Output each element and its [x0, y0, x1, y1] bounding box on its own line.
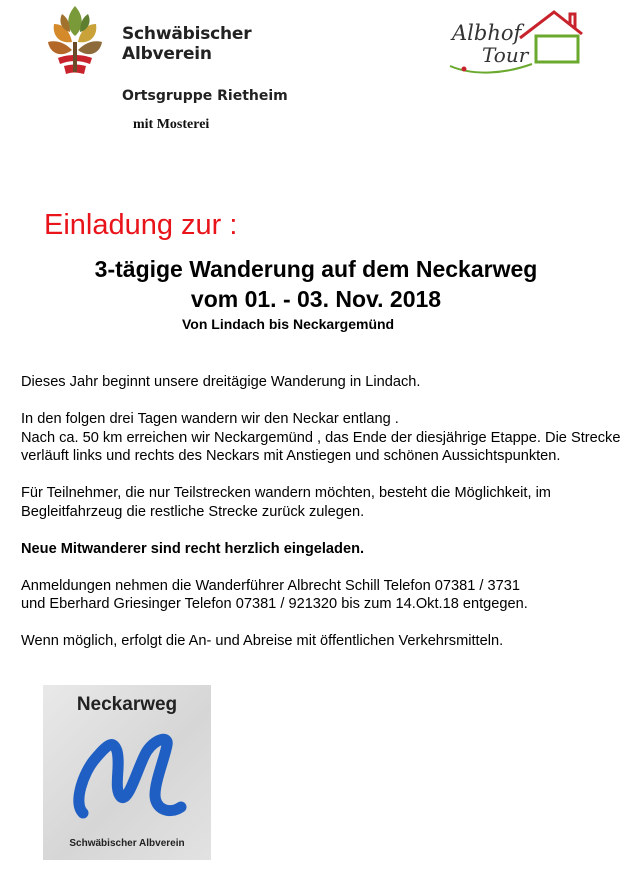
with-cider-label: mit Mosterei [133, 117, 210, 132]
badge-footer: Schwäbischer Albverein [69, 838, 185, 849]
club-name-line1: Schwäbischer [122, 24, 252, 44]
event-title [0, 254, 632, 314]
body-paragraph-travel: Wenn möglich, erfolgt die An- und Abreise mit öffentlichen Verkehrsmitteln. [21, 633, 504, 649]
invitation-body [21, 373, 625, 669]
registration-line-2: und Eberhard Griesinger Telefon 07381 / 921320 bis zum 14.Okt.18 entgegen. [21, 596, 528, 612]
body-paragraph-registration [21, 577, 625, 614]
neckarweg-badge [43, 685, 211, 860]
route-subtitle: Von Lindach bis Neckargemünd [182, 316, 395, 332]
body-paragraph-welcome: Neue Mitwanderer sind recht herzlich eingeladen. [21, 540, 365, 557]
albverein-leaf-logo [44, 2, 106, 84]
event-title-line1: 3-tägige Wanderung auf dem Neckarweg [94, 256, 538, 282]
body-paragraph-partial: Für Teilnehmer, die nur Teilstrecken wandern möchten, besteht die Möglichkeit, im Begleitfahrzeug die restliche Strecke zurück zulegen. [21, 485, 551, 520]
route-line-2: Nach ca. 50 km erreichen wir Neckargemünd , das Ende der diesjährige Etappe. Die Strecke verläuft links und rechts des Neckars mit Anstiegen und schönen Aussichtspunkten. [21, 429, 621, 464]
albhof-logo-line2: Tour [482, 43, 529, 67]
albhof-logo-line1: Albhof [452, 21, 522, 45]
albhof-tour-logo [444, 6, 586, 78]
invitation-heading: Einladung zur : [44, 209, 238, 241]
event-date-line: vom 01. - 03. Nov. 2018 [190, 286, 442, 312]
registration-line-1: Anmeldungen nehmen die Wanderführer Albrecht Schill Telefon 07381 / 3731 [21, 577, 520, 594]
local-group-name: Ortsgruppe Rietheim [122, 88, 288, 104]
body-paragraph-route [21, 410, 625, 466]
badge-title: Neckarweg [76, 694, 178, 715]
body-paragraph-start: Dieses Jahr beginnt unsere dreitägige Wanderung in Lindach. [21, 374, 421, 390]
route-line-1: In den folgen drei Tagen wandern wir den Neckar entlang . [21, 411, 399, 427]
club-name [122, 24, 251, 64]
club-name-line2: Albverein [122, 44, 212, 64]
